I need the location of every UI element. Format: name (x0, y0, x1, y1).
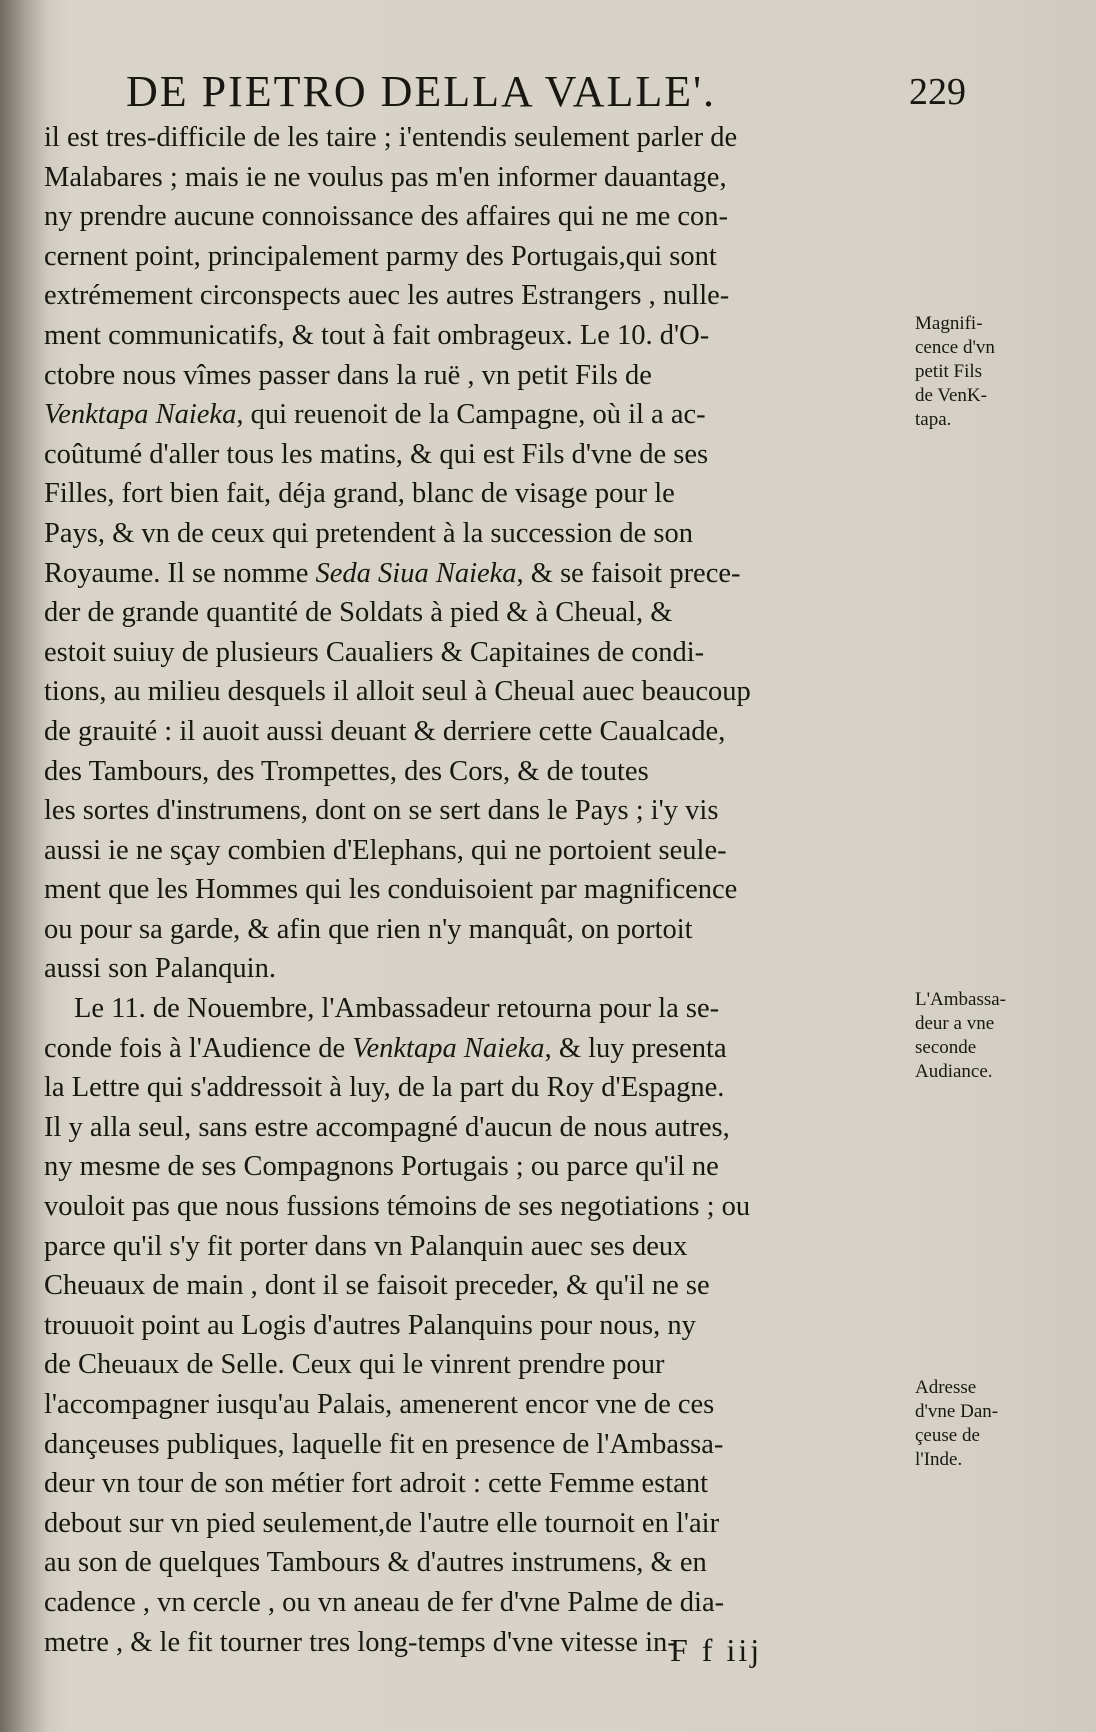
text-line: deur vn tour de son métier fort adroit : cette Femme estant (44, 1468, 709, 1500)
text-line (44, 395, 904, 435)
text-line: cadence , vn cercle , ou vn aneau de fer d'vne Palme de dia- (44, 1586, 725, 1618)
margin-note-line: d'vne Dan- (915, 1401, 999, 1422)
text-line: des Tambours, des Trompettes, des Cors, & de toutes (44, 755, 649, 787)
text-segment: conde fois à l'Audience de (44, 1032, 353, 1064)
margin-note-dancer (915, 1376, 1095, 1472)
text-line: Il y alla seul, sans estre accompagné d'aucun de nous autres, (44, 1111, 730, 1143)
text-line: extrémement circonspects auec les autres Estrangers , nulle- (44, 280, 730, 312)
text-line: ny mesme de ses Compagnons Portugais ; ou parce qu'il ne (44, 1151, 719, 1183)
running-title: DE PIETRO DELLA VALLE'. (126, 67, 717, 116)
proper-name: Seda Siua Naieka (315, 557, 517, 589)
text-line (44, 1029, 904, 1069)
margin-note-line: de VenK- (915, 385, 987, 406)
text-segment: , & luy presenta (544, 1032, 727, 1064)
page-number: 229 (909, 71, 966, 113)
margin-note-magnificence (915, 312, 1095, 432)
text-line: Pays, & vn de ceux qui pretendent à la succession de son (44, 517, 694, 549)
margin-note-line: L'Ambassa- (915, 989, 1007, 1010)
margin-note-line: Magnifi- (915, 313, 983, 334)
text-line: metre , & le fit tourner tres long-temps d'vne vitesse in- (44, 1626, 677, 1658)
text-line: trouuoit point au Logis d'autres Palanquins pour nous, ny (44, 1309, 696, 1341)
text-segment: Royaume. Il se nomme (44, 557, 316, 589)
text-line: der de grande quantité de Soldats à pied & à Cheual, & (44, 597, 673, 629)
text-line: ment communicatifs, & tout à fait ombrageux. Le 10. d'O- (44, 319, 710, 351)
text-line: Le 11. de Nouembre, l'Ambassadeur retourna pour la se- (74, 993, 720, 1025)
margin-note-line: deur a vne (915, 1013, 995, 1034)
text-line: la Lettre qui s'addressoit à luy, de la part du Roy d'Espagne. (44, 1072, 725, 1104)
text-line: ny prendre aucune connoissance des affaires qui ne me con- (44, 201, 728, 233)
text-line: aussi son Palanquin. (44, 953, 276, 985)
proper-name: Venktapa Naieka (352, 1032, 545, 1064)
text-line: au son de quelques Tambours & d'autres instrumens, & en (44, 1547, 707, 1579)
text-line: de grauité : il auoit aussi deuant & derriere cette Caualcade, (44, 715, 726, 747)
margin-note-line: cence d'vn (915, 337, 995, 358)
text-line: les sortes d'instrumens, dont on se sert dans le Pays ; i'y vis (44, 795, 719, 827)
text-line: aussi ie ne sçay combien d'Elephans, qui ne portoient seule- (44, 834, 727, 866)
text-line: il est tres-difficile de les taire ; i'entendis seulement parler de (44, 122, 738, 153)
text-segment: , & se faisoit prece- (516, 557, 741, 589)
margin-note-second-audience (915, 988, 1095, 1084)
text-line: coûtumé d'aller tous les matins, & qui est Fils d'vne de ses (44, 438, 709, 470)
margin-note-line: Adresse (915, 1377, 977, 1398)
margin-note-line: petit Fils (915, 361, 983, 382)
text-line: debout sur vn pied seulement,de l'autre elle tournoit en l'air (44, 1507, 720, 1539)
margin-note-line: tapa. (915, 409, 952, 430)
margin-note-line: l'Inde. (915, 1449, 963, 1470)
text-line: tions, au milieu desquels il alloit seul à Cheual auec beaucoup (44, 676, 751, 708)
proper-name: Venktapa Naieka (44, 399, 237, 431)
margin-note-line: seconde (915, 1037, 977, 1058)
page-header (126, 62, 966, 122)
text-line: de Cheuaux de Selle. Ceux qui le vinrent prendre pour (44, 1349, 665, 1381)
margin-note-line: Audiance. (915, 1061, 993, 1082)
text-line: ou pour sa garde, & afin que rien n'y manquât, on portoit (44, 913, 693, 945)
text-segment: , qui reuenoit de la Campagne, où il a ac- (236, 399, 706, 431)
text-line: l'accompagner iusqu'au Palais, amenerent encor vne de ces (44, 1389, 715, 1420)
text-line: estoit suiuy de plusieurs Caualiers & Capitaines de condi- (44, 636, 705, 668)
text-line: ment que les Hommes qui les conduisoient par magnificence (44, 874, 738, 906)
body-text (44, 118, 904, 1662)
text-line: vouloit pas que nous fussions témoins de ses negotiations ; ou (44, 1191, 751, 1223)
text-line: Cheuaux de main , dont il se faisoit preceder, & qu'il ne se (44, 1270, 710, 1302)
text-line: Malabares ; mais ie ne voulus pas m'en informer dauantage, (44, 161, 727, 193)
margin-note-line: çeuse de (915, 1425, 980, 1446)
text-line: cernent point, principalement parmy des Portugais,qui sont (44, 240, 717, 272)
text-line (44, 554, 904, 594)
signature-mark: F f iij (670, 1632, 763, 1668)
text-line: ctobre nous vîmes passer dans la ruë , vn petit Fils de (44, 359, 652, 391)
text-line: dançeuses publiques, laquelle fit en presence de l'Ambassa- (44, 1428, 724, 1460)
text-line: Filles, fort bien fait, déja grand, blanc de visage pour le (44, 478, 675, 510)
text-line: parce qu'il s'y fit porter dans vn Palanquin auec ses deux (44, 1230, 688, 1262)
